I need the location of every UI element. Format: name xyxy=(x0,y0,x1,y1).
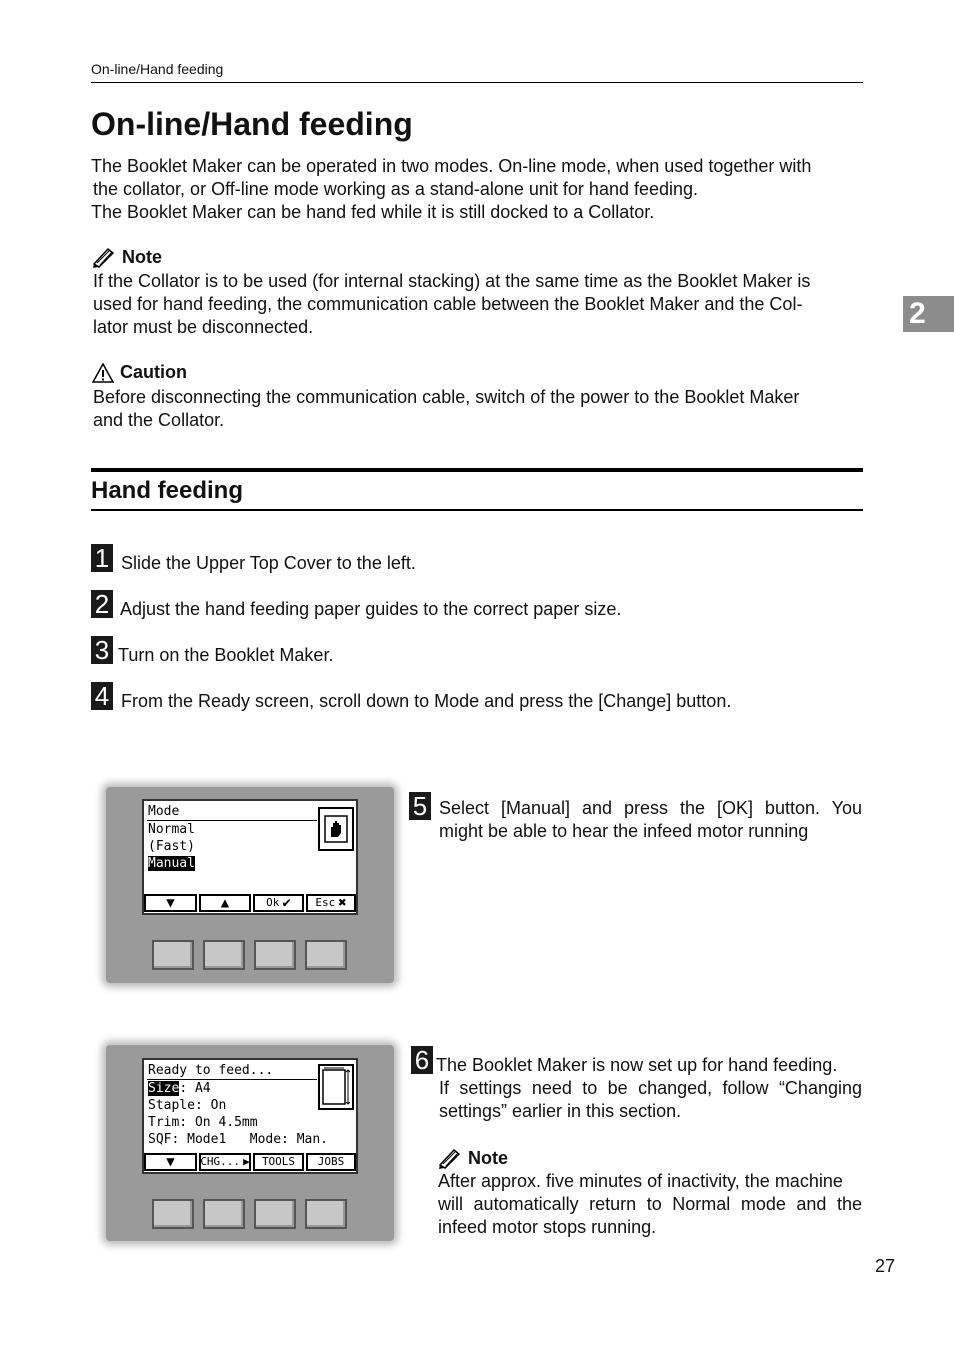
note-line: will automatically return to Normal mode and the xyxy=(438,1194,862,1214)
step-text: Adjust the hand feeding paper guides to the correct paper size. xyxy=(120,599,622,619)
lcd-down-button[interactable]: ▼ xyxy=(144,1153,197,1171)
lcd-down-button[interactable]: ▼ xyxy=(144,894,197,912)
lcd-screen-ready xyxy=(142,1058,358,1174)
intro-line: The Booklet Maker can be operated in two modes. On-line mode, when used together with xyxy=(91,156,812,176)
step-text: Slide the Upper Top Cover to the left. xyxy=(121,553,416,573)
control-panel-ready xyxy=(106,1045,394,1241)
step-number: 6 xyxy=(411,1046,433,1074)
intro-paragraph xyxy=(91,155,811,224)
hand-icon xyxy=(318,807,354,851)
caution-body xyxy=(93,386,799,432)
step-line: If settings need to be changed, follow “Changing xyxy=(439,1078,862,1098)
step-line: might be able to hear the infeed motor running xyxy=(439,821,809,841)
lcd-sqf-mode: SQF: Mode1 Mode: Man. xyxy=(148,1132,329,1147)
step-3 xyxy=(91,636,333,664)
running-head: On-line/Hand feeding xyxy=(91,61,224,77)
page-number: 27 xyxy=(875,1256,896,1276)
chapter-tab: 2 xyxy=(903,296,954,332)
step-line: settings” earlier in this section. xyxy=(439,1101,682,1121)
lcd-up-button[interactable]: ▲ xyxy=(199,894,251,912)
warning-triangle-icon xyxy=(92,363,114,383)
pencil-note-icon xyxy=(92,246,116,268)
pencil-note-icon xyxy=(438,1147,462,1169)
caution-line: Before disconnecting the communication cable, switch of the power to the Booklet Maker xyxy=(93,387,800,407)
caution-line: and the Collator. xyxy=(93,410,225,430)
lcd-staple: Staple: On xyxy=(148,1098,227,1113)
paper-size-icon xyxy=(318,1064,354,1110)
note-label: Note xyxy=(122,246,162,267)
lcd-trim: Trim: On 4.5mm xyxy=(148,1115,258,1130)
intro-line: The Booklet Maker can be hand fed while it is still docked to a Collator. xyxy=(91,202,655,222)
lcd-change-button[interactable]: CHG... ▶ xyxy=(199,1153,251,1171)
caution-heading xyxy=(92,362,187,383)
step-6-text xyxy=(436,1054,866,1123)
note-body xyxy=(93,270,810,339)
note-heading xyxy=(92,246,162,268)
step-number: 3 xyxy=(91,636,113,664)
control-panel-mode xyxy=(106,787,394,983)
step-line: The Booklet Maker is now set up for hand feeding. xyxy=(436,1055,838,1075)
lcd-tools-button[interactable]: TOOLS xyxy=(253,1153,304,1171)
intro-line: the collator, or Off-line mode working as a stand-alone unit for hand feeding. xyxy=(93,179,699,199)
note-line: If the Collator is to be used (for internal stacking) at the same time as the Booklet Maker is xyxy=(93,271,811,291)
hardware-key-3[interactable] xyxy=(254,940,296,970)
section-title: Hand feeding xyxy=(91,477,244,504)
lcd-header: Mode xyxy=(148,804,180,819)
hardware-key-4[interactable] xyxy=(305,1199,347,1229)
check-icon: ✔ xyxy=(282,895,291,911)
note-heading xyxy=(438,1147,508,1169)
step-text: From the Ready screen, scroll down to Mode and press the [Change] button. xyxy=(121,691,732,711)
hardware-key-1[interactable] xyxy=(152,1199,194,1229)
play-icon: ▶ xyxy=(243,1155,250,1168)
caution-label: Caution xyxy=(120,362,187,382)
hardware-key-2[interactable] xyxy=(203,1199,245,1229)
section-rule-top xyxy=(91,468,863,472)
lcd-size-label[interactable]: Size xyxy=(148,1081,180,1096)
note-label: Note xyxy=(468,1147,508,1168)
hardware-key-3[interactable] xyxy=(254,1199,296,1229)
lcd-option-fast[interactable]: (Fast) xyxy=(148,839,195,854)
page-title: On-line/Hand feeding xyxy=(91,106,413,142)
lcd-ok-button[interactable]: Ok ✔ xyxy=(253,894,304,912)
lcd-esc-button[interactable]: Esc ✖ xyxy=(306,894,356,912)
step-line: Select [Manual] and press the [OK] button. You xyxy=(439,798,862,818)
step-number: 5 xyxy=(409,792,431,820)
note-body xyxy=(438,1170,862,1239)
note-line: used for hand feeding, the communication cable between the Booklet Maker and the Col- xyxy=(93,294,803,314)
hardware-key-4[interactable] xyxy=(305,940,347,970)
step-2 xyxy=(91,590,621,618)
section-rule-bottom xyxy=(91,509,863,511)
step-5-text xyxy=(439,797,862,843)
lcd-jobs-button[interactable]: JOBS xyxy=(306,1153,356,1171)
hardware-key-2[interactable] xyxy=(203,940,245,970)
lcd-screen-mode xyxy=(142,799,358,915)
step-1 xyxy=(91,544,416,572)
step-text: Turn on the Booklet Maker. xyxy=(118,645,334,665)
lcd-option-normal[interactable]: Normal xyxy=(148,822,195,837)
step-4 xyxy=(91,682,731,710)
header-rule xyxy=(91,82,863,83)
step-number: 2 xyxy=(91,590,113,618)
step-number: 1 xyxy=(91,544,113,572)
close-icon: ✖ xyxy=(338,895,347,911)
lcd-size-value: : A4 xyxy=(179,1081,211,1096)
lcd-header: Ready to feed... xyxy=(148,1063,274,1078)
note-line: infeed motor stops running. xyxy=(438,1217,657,1237)
note-line: After approx. five minutes of inactivity, the machine xyxy=(438,1171,843,1191)
note-line: lator must be disconnected. xyxy=(93,317,314,337)
lcd-option-manual[interactable]: Manual xyxy=(148,856,195,871)
step-number: 4 xyxy=(91,682,113,710)
hardware-key-1[interactable] xyxy=(152,940,194,970)
